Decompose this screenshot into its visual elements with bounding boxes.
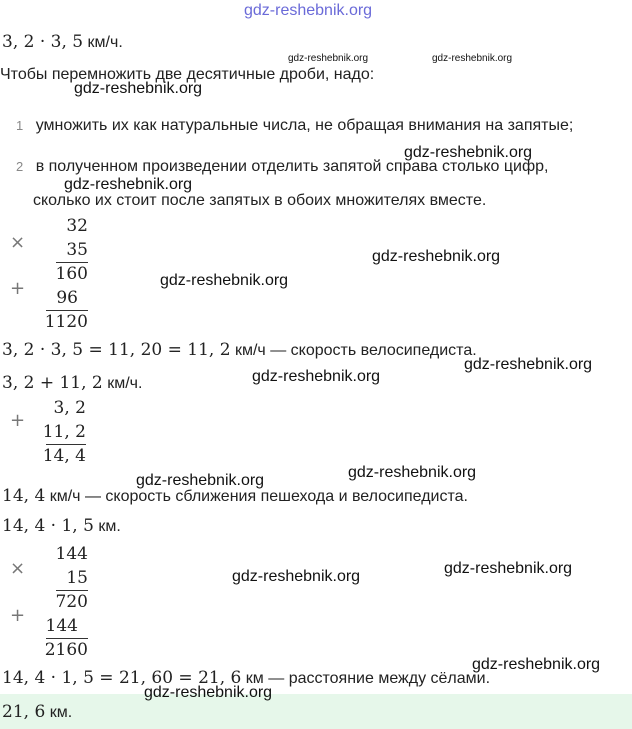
watermark: gdz-reshebnik.org [372, 248, 501, 265]
watermark: gdz-reshebnik.org [252, 368, 381, 385]
result-line-2 [2, 486, 468, 506]
watermark-top: gdz-reshebnik.org [244, 2, 373, 19]
watermark: gdz-reshebnik.org [444, 560, 573, 577]
plus-sign: + [10, 410, 26, 431]
factor: 15 [66, 568, 88, 588]
list-text: в полученном произведении отделить запятой справа столько цифр, [35, 158, 549, 175]
divider-line [56, 590, 88, 591]
result-line-1 [2, 340, 477, 360]
divider-line [46, 638, 88, 639]
unit: км/ч. [107, 375, 143, 392]
multiply-sign: × [10, 232, 26, 253]
watermark: gdz-reshebnik.org [160, 272, 289, 289]
list-item [16, 117, 573, 135]
watermark: gdz-reshebnik.org [136, 472, 265, 489]
watermark: gdz-reshebnik.org [232, 568, 361, 585]
answer-unit: км. [49, 704, 73, 721]
problem-line-3 [2, 516, 121, 536]
factor: 32 [66, 216, 88, 236]
partial-product: 144 [45, 616, 78, 636]
watermark: gdz-reshebnik.org [404, 144, 533, 161]
list-text-continued: сколько их стоит после запятых в обоих множителях вместе. [33, 192, 487, 209]
list-item [16, 158, 548, 176]
rule-intro: Чтобы перемножить две десятичные дроби, надо: [0, 66, 375, 83]
list-text: умножить их как натуральные числа, не обращая внимания на запятые; [35, 117, 574, 134]
watermark: gdz-reshebnik.org [288, 53, 369, 64]
watermark: gdz-reshebnik.org [348, 464, 477, 481]
divider-line [46, 444, 86, 445]
watermark: gdz-reshebnik.org [64, 176, 193, 193]
divider-line [56, 262, 88, 263]
partial-product: 720 [55, 592, 88, 612]
plus-sign: + [10, 605, 26, 626]
unit: км. [98, 518, 121, 535]
expression: 14, 4 · 1, 5 = 21, 60 = 21, 6 [2, 668, 242, 688]
plus-sign: + [10, 278, 26, 299]
sum: 14, 4 [42, 446, 86, 466]
addend: 11, 2 [42, 422, 86, 442]
partial-product: 160 [55, 264, 88, 284]
expression: 3, 2 · 3, 5 = 11, 20 = 11, 2 [2, 340, 231, 360]
expression: 14, 4 · 1, 5 [2, 516, 94, 536]
addend: 3, 2 [53, 398, 86, 418]
unit: км/ч. [87, 34, 123, 51]
answer-line [2, 702, 72, 722]
result-text: км/ч — скорость сближения пешехода и велосипедиста. [49, 488, 468, 505]
list-number: 2 [16, 159, 24, 174]
answer-value: 21, 6 [2, 702, 46, 722]
watermark: gdz-reshebnik.org [464, 356, 593, 373]
product: 1120 [44, 312, 88, 332]
product: 2160 [44, 640, 88, 660]
problem-line-1 [2, 32, 123, 52]
watermark: gdz-reshebnik.org [472, 656, 601, 673]
partial-product: 96 [56, 288, 78, 308]
factor: 35 [66, 240, 88, 260]
result-text: км/ч — скорость велосипедиста. [234, 342, 477, 359]
expression: 14, 4 [2, 486, 46, 506]
expression: 3, 2 · 3, 5 [2, 32, 84, 52]
watermark: gdz-reshebnik.org [144, 684, 273, 701]
divider-line [46, 310, 88, 311]
answer-box [0, 694, 632, 729]
problem-line-2 [2, 373, 142, 393]
factor: 144 [55, 544, 88, 564]
list-number: 1 [16, 118, 24, 133]
watermark: gdz-reshebnik.org [74, 80, 203, 97]
expression: 3, 2 + 11, 2 [2, 373, 103, 393]
watermark: gdz-reshebnik.org [432, 53, 513, 64]
result-text: км — расстояние между сёлами. [245, 670, 491, 687]
multiply-sign: × [10, 558, 26, 579]
